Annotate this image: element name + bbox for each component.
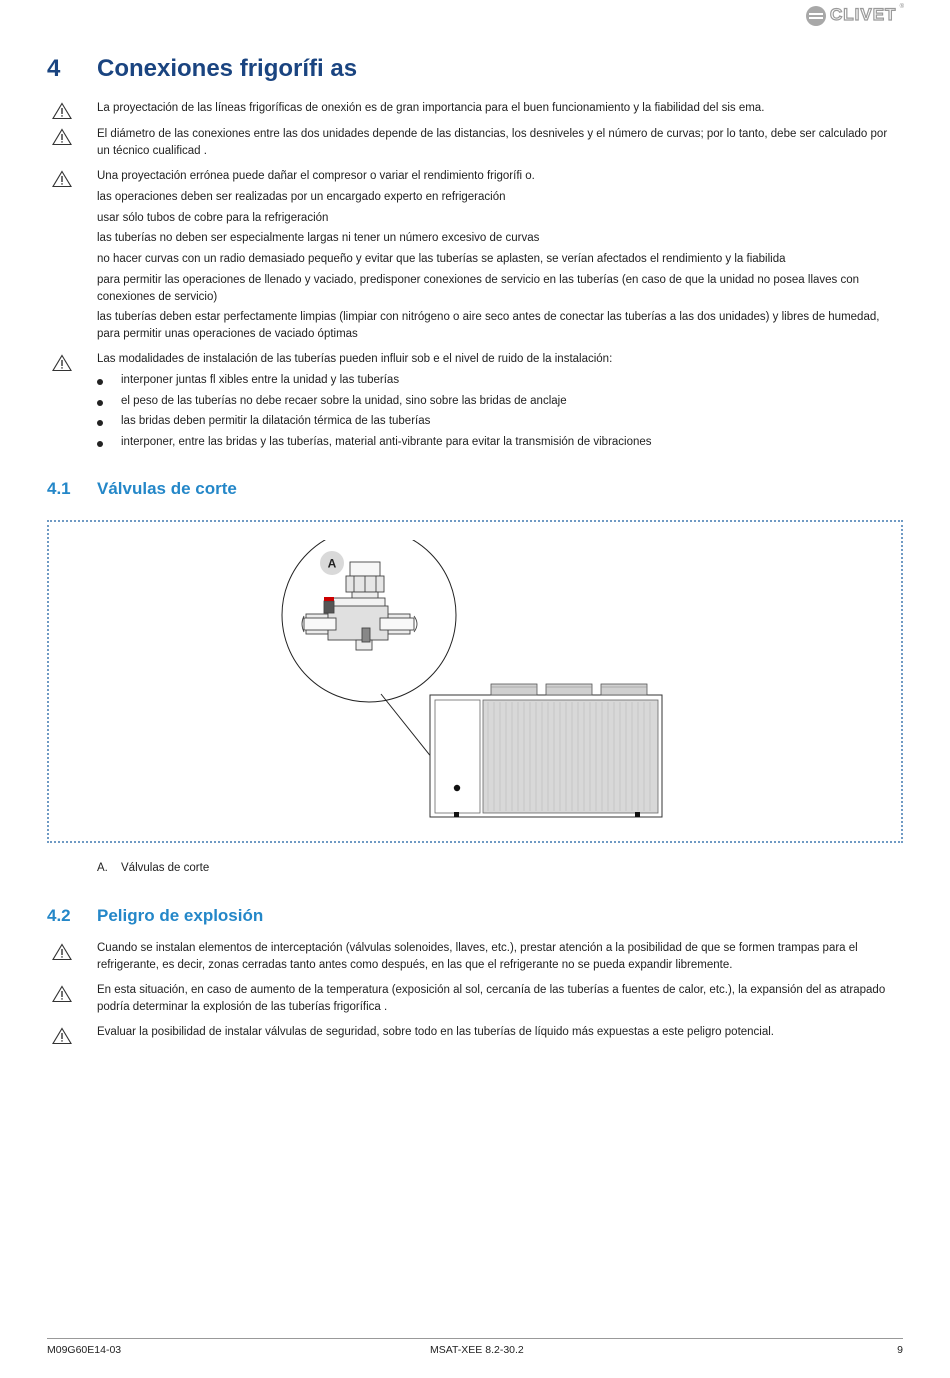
- warning-subline: las tuberías no deben ser especialmente largas ni tener un número excesivo de curvas: [97, 232, 540, 244]
- warning-text: El diámetro de las conexiones entre las dos unidades depende de las distancias, los desniveles y el número de curvas; por lo tanto, debe ser calculado por un técnico cualificad .: [97, 128, 888, 157]
- bullet-dot: [97, 379, 103, 385]
- warning-text: Las modalidades de instalación de las tuberías pueden influir sob e el nivel de ruido de la instalación:: [97, 353, 613, 365]
- subsection-number: 4.2: [47, 906, 71, 925]
- figure-label-a: A: [327, 556, 337, 571]
- list-item: las bridas deben permitir la dilatación térmica de las tuberías: [121, 415, 431, 427]
- footer-doc-code: M09G60E14-03: [47, 1344, 122, 1356]
- warning-text: Evaluar la posibilidad de instalar válvulas de seguridad, sobre todo en las tuberías de líquido más expuestas a este peligro potencial.: [97, 1026, 775, 1038]
- clivet-logo-icon: [804, 4, 828, 28]
- subsection-title: Válvulas de corte: [97, 479, 237, 498]
- warning-text: En esta situación, en caso de aumento de la temperatura (exposición al sol, cercanía de las tuberías a fuentes de calor, etc.), la expansión del as atrapado podría determinar la explosión de las tuberías frigorífica .: [97, 984, 886, 1013]
- warning-text: La proyectación de las líneas frigoríficas de onexión es de gran importancia para el buen funcionamiento y la fiabilidad del sis ema.: [97, 102, 765, 114]
- logo-text: CLIVET: [830, 5, 897, 24]
- warning-triangle-icon: [52, 102, 72, 120]
- logo-trademark: ®: [899, 4, 904, 10]
- footer-model: MSAT-XEE 8.2-30.2: [430, 1344, 524, 1356]
- caption-text: Válvulas de corte: [121, 862, 210, 874]
- section-heading: [47, 55, 357, 83]
- list-item: el peso de las tuberías no debe recaer sobre la unidad, sino sobre las bridas de anclaje: [121, 395, 567, 407]
- bullet-dot: [97, 441, 103, 447]
- bullet-dot: [97, 400, 103, 406]
- warning-subline: usar sólo tubos de cobre para la refrigeración: [97, 212, 329, 224]
- subsection-heading: [47, 906, 263, 926]
- caption-letter: A.: [97, 862, 108, 874]
- subsection-heading: [47, 479, 237, 499]
- section-title: Conexiones frigorífi as: [97, 55, 358, 82]
- shutoff-valve-figure: [270, 540, 670, 825]
- clivet-logo: [804, 2, 904, 28]
- warning-text: Cuando se instalan elementos de interceptación (válvulas solenoides, llaves, etc.), prestar atención a la posibilidad de que se formen trampas para el refrigerante, es decir, zonas cerradas tanto antes como después, en las que el refrigerante no se pueda expandir libremente.: [97, 942, 858, 971]
- warning-subline: las operaciones deben ser realizadas por un encargado experto en refrigeración: [97, 191, 506, 203]
- bullet-dot: [97, 420, 103, 426]
- footer-page-number: 9: [897, 1344, 903, 1356]
- warning-subline: las tuberías deben estar perfectamente limpias (limpiar con nitrógeno o aire seco antes de conectar las tuberías a las dos unidades) y libres de humedad, para permitir unas operaciones de vaciado óptimas: [97, 311, 880, 340]
- subsection-number: 4.1: [47, 479, 71, 498]
- warning-triangle-icon: [52, 354, 72, 372]
- footer-divider: [47, 1338, 903, 1339]
- warning-triangle-icon: [52, 985, 72, 1003]
- list-item: interponer juntas fl xibles entre la unidad y las tuberías: [121, 374, 400, 386]
- warning-triangle-icon: [52, 170, 72, 188]
- section-number: 4: [47, 55, 61, 82]
- warning-subline: para permitir las operaciones de llenado y vaciado, predisponer conexiones de servicio en las tuberías (en caso de que la unidad no posea llaves con conexiones de servicio): [97, 274, 860, 303]
- warning-triangle-icon: [52, 943, 72, 961]
- warning-triangle-icon: [52, 128, 72, 146]
- warning-subline: no hacer curvas con un radio demasiado pequeño y evitar que las tuberías se aplasten, se verían afectados el rendimiento y la fiabilida: [97, 253, 786, 265]
- warning-text: Una proyectación errónea puede dañar el compresor o variar el rendimiento frigorífi o.: [97, 170, 535, 182]
- list-item: interponer, entre las bridas y las tuberías, material anti-vibrante para evitar la transmisión de vibraciones: [121, 436, 652, 448]
- subsection-title: Peligro de explosión: [97, 906, 264, 925]
- warning-triangle-icon: [52, 1027, 72, 1045]
